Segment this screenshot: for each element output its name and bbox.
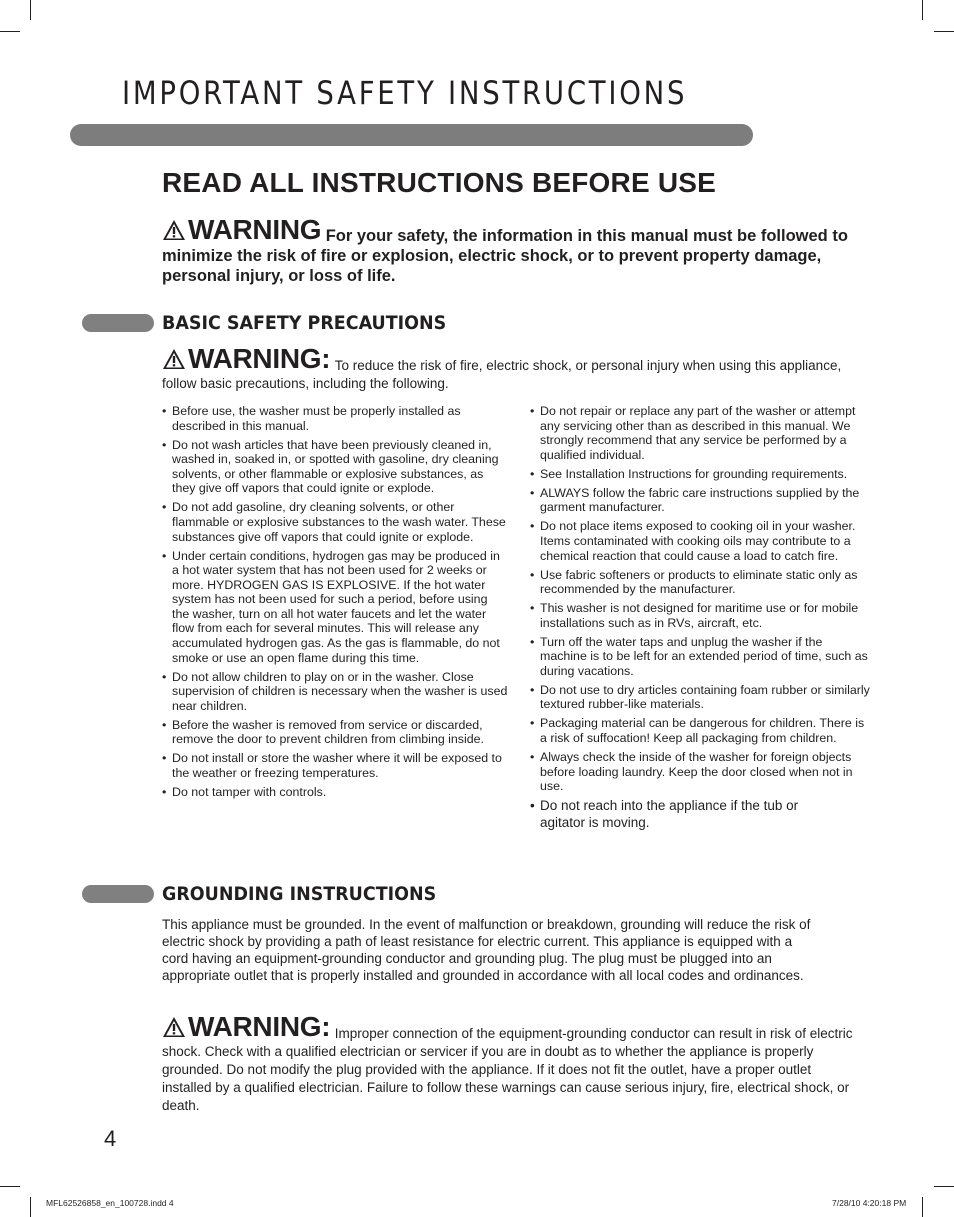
crop-mark [922, 1197, 923, 1217]
warning-label-text: WARNING [188, 214, 322, 245]
intro-warning-text: For your safety, the information in this manual must be followed to minimize the risk of fire or explosion, electric shock, or to prevent property damage, personal injury, or loss of life. [162, 227, 848, 285]
section-marker [82, 314, 154, 332]
list-item: • Do not install or store the washer where it will be exposed to the weather or freezing temperatures. [162, 751, 508, 780]
list-item: • This washer is not designed for maritime use or for mobile installations such as in RVs, aircraft, etc. [530, 601, 870, 630]
list-item: • Do not add gasoline, dry cleaning solvents, or other flammable or explosive substances to the wash water. These substances give off vapors that could ignite or explode. [162, 500, 508, 544]
section-marker [82, 885, 154, 903]
list-item: • Do not tamper with controls. [162, 785, 508, 800]
crop-mark [922, 0, 923, 20]
crop-mark [30, 0, 31, 20]
crop-mark [0, 31, 20, 32]
page-title: IMPORTANT SAFETY INSTRUCTIONS [122, 74, 688, 112]
list-item: • Do not use to dry articles containing foam rubber or similarly textured rubber-like materials. [530, 683, 870, 712]
list-item: • Do not reach into the appliance if the tub or agitator is moving. [530, 798, 840, 831]
crop-mark [30, 1197, 31, 1217]
grounding-paragraph: This appliance must be grounded. In the event of malfunction or breakdown, grounding will reduce the risk of electric shock by providing a path of least resistance for electric current. This appliance is equipped with a cord having an equipment-grounding conductor and grounding plug. The plug must be plugged into an appropriate outlet that is properly installed and grounded in accordance with all local codes and ordinances. [162, 917, 811, 983]
basic-safety-warning-text: To reduce the risk of fire, electric shock, or personal injury when using this appliance, follow basic precautions, including the following. [162, 358, 842, 391]
precautions-list-left [162, 404, 508, 804]
grounding-heading: GROUNDING INSTRUCTIONS [162, 883, 437, 905]
warning-label-text: WARNING: [188, 1011, 331, 1042]
footer-file-name: MFL62526858_en_100728.indd 4 [46, 1198, 174, 1208]
warning-triangle-icon [162, 348, 186, 370]
list-item: • Do not place items exposed to cooking oil in your washer. Items contaminated with cooking oils may contribute to a chemical reaction that could cause a load to catch fire. [530, 519, 870, 563]
grounding-warning [162, 1011, 862, 1115]
footer-timestamp: 7/28/10 4:20:18 PM [832, 1198, 907, 1208]
list-item: • See Installation Instructions for grounding requirements. [530, 467, 870, 482]
warning-label [162, 343, 330, 375]
list-item: • Under certain conditions, hydrogen gas may be produced in a hot water system that has not been used for 2 weeks or more. HYDROGEN GAS IS EXPLOSIVE. If the hot water system has not been used for such a period, before using the washer, turn on all hot water faucets and let the water flow from each for several minutes. This will release any accumulated hydrogen gas. As the gas is flammable, do not smoke or use an open flame during this time. [162, 549, 508, 666]
title-bar [70, 124, 753, 146]
basic-safety-warning [162, 343, 852, 393]
warning-label [162, 1011, 330, 1043]
main-heading: READ ALL INSTRUCTIONS BEFORE USE [162, 167, 716, 198]
page-number: 4 [104, 1126, 117, 1151]
warning-label [162, 214, 321, 246]
list-item: • Turn off the water taps and unplug the washer if the machine is to be left for an extended period of time, such as during vacations. [530, 635, 870, 679]
warning-label-text: WARNING: [188, 343, 331, 374]
crop-mark [934, 31, 954, 32]
warning-triangle-icon [162, 219, 186, 241]
crop-mark [934, 1186, 954, 1187]
basic-safety-heading: BASIC SAFETY PRECAUTIONS [162, 312, 447, 334]
list-item: • Use fabric softeners or products to eliminate static only as recommended by the manufacturer. [530, 568, 870, 597]
list-item: • Always check the inside of the washer for foreign objects before loading laundry. Keep the door closed when not in use. [530, 750, 870, 794]
list-item: • Before use, the washer must be properly installed as described in this manual. [162, 404, 508, 433]
intro-warning [162, 214, 882, 286]
crop-mark [0, 1186, 20, 1187]
list-item: • Before the washer is removed from service or discarded, remove the door to prevent children from climbing inside. [162, 718, 508, 747]
grounding-warning-text: Improper connection of the equipment-grounding conductor can result in risk of electric shock. Check with a qualified electrician or servicer if you are in doubt as to whether the appliance is properly grounded. Do not modify the plug provided with the appliance. If it does not fit the outlet, have a proper outlet installed by a qualified electrician. Failure to follow these warnings can cause serious injury, fire, electrical shock, or death. [162, 1026, 853, 1113]
list-item: • ALWAYS follow the fabric care instructions supplied by the garment manufacturer. [530, 486, 870, 515]
warning-triangle-icon [162, 1016, 186, 1038]
list-item: • Do not repair or replace any part of the washer or attempt any servicing other than as described in this manual. We strongly recommend that any service be performed by a qualified individual. [530, 404, 870, 462]
precautions-list-right [530, 404, 870, 836]
list-item: • Do not allow children to play on or in the washer. Close supervision of children is necessary when the washer is used near children. [162, 670, 508, 714]
list-item: • Packaging material can be dangerous for children. There is a risk of suffocation! Keep all packaging from children. [530, 716, 870, 745]
list-item: • Do not wash articles that have been previously cleaned in, washed in, soaked in, or spotted with gasoline, dry cleaning solvents, or other flammable or explosive substances, as they give off vapors that could ignite or explode. [162, 438, 508, 496]
